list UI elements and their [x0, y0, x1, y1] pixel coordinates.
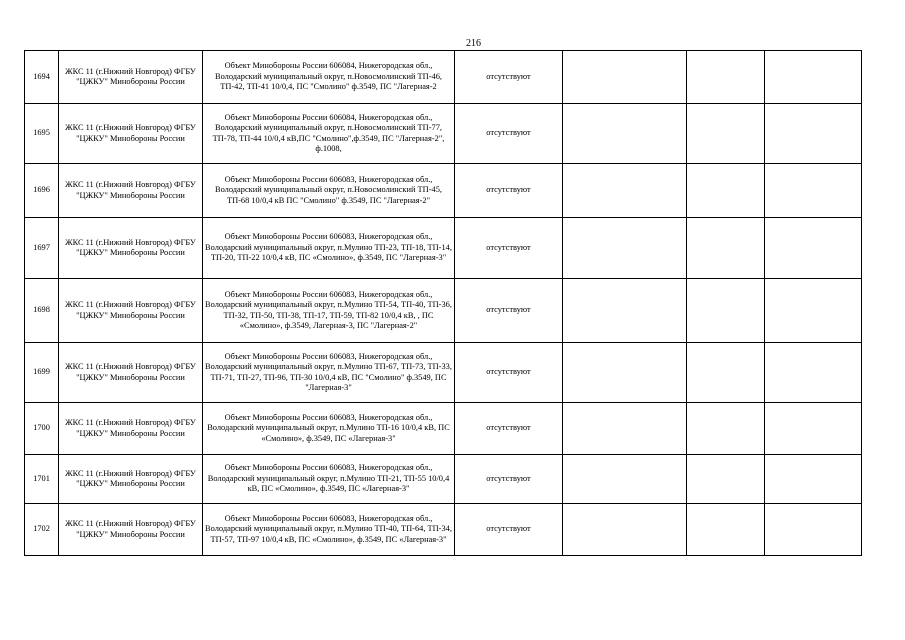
empty-cell — [765, 218, 862, 279]
status-cell: отсутствуют — [455, 104, 563, 164]
row-number-cell: 1702 — [25, 504, 59, 556]
empty-cell — [687, 403, 765, 455]
organization-cell: ЖКС 11 (г.Нижний Новгород) ФГБУ "ЦЖКУ" Минобороны России — [59, 104, 203, 164]
empty-cell — [687, 104, 765, 164]
object-cell: Объект Минобороны России 606083, Нижегородская обл., Володарский муниципальный округ, п.Мулино ТП-21, ТП-55 10/0,4 кВ, ПС «Смолино», ф.3549, ПС «Лагерная-3" — [203, 455, 455, 504]
status-cell: отсутствуют — [455, 403, 563, 455]
organization-cell: ЖКС 11 (г.Нижний Новгород) ФГБУ "ЦЖКУ" Минобороны России — [59, 279, 203, 343]
empty-cell — [563, 279, 687, 343]
empty-cell — [765, 403, 862, 455]
registry-table — [24, 50, 862, 556]
empty-cell — [687, 455, 765, 504]
organization-cell: ЖКС 11 (г.Нижний Новгород) ФГБУ "ЦЖКУ" Минобороны России — [59, 218, 203, 279]
status-cell: отсутствуют — [455, 164, 563, 218]
empty-cell — [765, 51, 862, 104]
empty-cell — [687, 504, 765, 556]
empty-cell — [687, 218, 765, 279]
empty-cell — [765, 104, 862, 164]
status-cell: отсутствуют — [455, 51, 563, 104]
empty-cell — [687, 51, 765, 104]
empty-cell — [563, 164, 687, 218]
empty-cell — [687, 279, 765, 343]
object-cell: Объект Минобороны России 606083, Нижегородская обл., Володарский муниципальный округ, п.Новосмолинский ТП-45, ТП-68 10/0,4 кВ ПС "Смолино" ф.3549, ПС "Лагерная-2" — [203, 164, 455, 218]
row-number-cell: 1698 — [25, 279, 59, 343]
object-cell: Объект Минобороны России 606084, Нижегородская обл., Володарский муниципальный округ, п.Новосмолинский ТП-77, ТП-78, ТП-44 10/0,4 кВ,ПС "Смолино",ф.3549, ПС "Лагерная-2", ф.1008, — [203, 104, 455, 164]
empty-cell — [765, 455, 862, 504]
organization-cell: ЖКС 11 (г.Нижний Новгород) ФГБУ "ЦЖКУ" Минобороны России — [59, 164, 203, 218]
row-number-cell: 1700 — [25, 403, 59, 455]
table-row — [25, 51, 862, 104]
empty-cell — [563, 218, 687, 279]
status-cell: отсутствуют — [455, 504, 563, 556]
status-cell: отсутствуют — [455, 343, 563, 403]
table-row — [25, 403, 862, 455]
empty-cell — [563, 504, 687, 556]
object-cell: Объект Минобороны России 606084, Нижегородская обл., Володарский муниципальный округ, п.Новосмолинский ТП-46, ТП-42, ТП-41 10/0,4, ПС "Смолино" ф.3549, ПС "Лагерная-2 — [203, 51, 455, 104]
row-number-cell: 1694 — [25, 51, 59, 104]
empty-cell — [765, 504, 862, 556]
empty-cell — [765, 164, 862, 218]
table-row — [25, 279, 862, 343]
empty-cell — [563, 343, 687, 403]
object-cell: Объект Минобороны России 606083, Нижегородская обл., Володарский муниципальный округ, п.Мулино ТП-23, ТП-18, ТП-14, ТП-20, ТП-22 10/0,4 кВ, ПС «Смолино», ф.3549, ПС "Лагерная-3" — [203, 218, 455, 279]
table-row — [25, 104, 862, 164]
empty-cell — [687, 164, 765, 218]
table-row — [25, 343, 862, 403]
empty-cell — [765, 343, 862, 403]
page-number: 216 — [466, 38, 481, 49]
empty-cell — [563, 403, 687, 455]
object-cell: Объект Минобороны России 606083, Нижегородская обл., Володарский муниципальный округ, п.Мулино ТП-54, ТП-40, ТП-36, ТП-32, ТП-50, ТП-38, ТП-17, ТП-59, ТП-82 10/0,4 кВ, , ПС «Смолино», ф.3549, Лагерная-3, ПС "Лагерная-2" — [203, 279, 455, 343]
status-cell: отсутствуют — [455, 279, 563, 343]
row-number-cell: 1697 — [25, 218, 59, 279]
empty-cell — [563, 51, 687, 104]
organization-cell: ЖКС 11 (г.Нижний Новгород) ФГБУ "ЦЖКУ" Минобороны России — [59, 403, 203, 455]
empty-cell — [563, 104, 687, 164]
table-row — [25, 164, 862, 218]
empty-cell — [765, 279, 862, 343]
object-cell: Объект Минобороны России 606083, Нижегородская обл., Володарский муниципальный округ, п.Мулино ТП-67, ТП-73, ТП-33, ТП-71, ТП-27, ТП-96, ТП-30 10/0,4 кВ, ПС "Смолино" ф.3549, ПС "Лагерная-3" — [203, 343, 455, 403]
row-number-cell: 1696 — [25, 164, 59, 218]
row-number-cell: 1695 — [25, 104, 59, 164]
table-row — [25, 504, 862, 556]
status-cell: отсутствуют — [455, 218, 563, 279]
organization-cell: ЖКС 11 (г.Нижний Новгород) ФГБУ "ЦЖКУ" Минобороны России — [59, 51, 203, 104]
table-row — [25, 455, 862, 504]
organization-cell: ЖКС 11 (г.Нижний Новгород) ФГБУ "ЦЖКУ" Минобороны России — [59, 504, 203, 556]
object-cell: Объект Минобороны России 606083, Нижегородская обл., Володарский муниципальный округ, п.Мулино ТП-16 10/0,4 кВ, ПС «Смолино», ф.3549, ПС «Лагерная-3" — [203, 403, 455, 455]
table-row — [25, 218, 862, 279]
organization-cell: ЖКС 11 (г.Нижний Новгород) ФГБУ "ЦЖКУ" Минобороны России — [59, 455, 203, 504]
row-number-cell: 1699 — [25, 343, 59, 403]
organization-cell: ЖКС 11 (г.Нижний Новгород) ФГБУ "ЦЖКУ" Минобороны России — [59, 343, 203, 403]
row-number-cell: 1701 — [25, 455, 59, 504]
empty-cell — [687, 343, 765, 403]
empty-cell — [563, 455, 687, 504]
status-cell: отсутствуют — [455, 455, 563, 504]
object-cell: Объект Минобороны России 606083, Нижегородская обл., Володарский муниципальный округ, п.Мулино ТП-40, ТП-64, ТП-34, ТП-57, ТП-97 10/0,4 кВ, ПС «Смолино», ф.3549, ПС «Лагерная-3" — [203, 504, 455, 556]
